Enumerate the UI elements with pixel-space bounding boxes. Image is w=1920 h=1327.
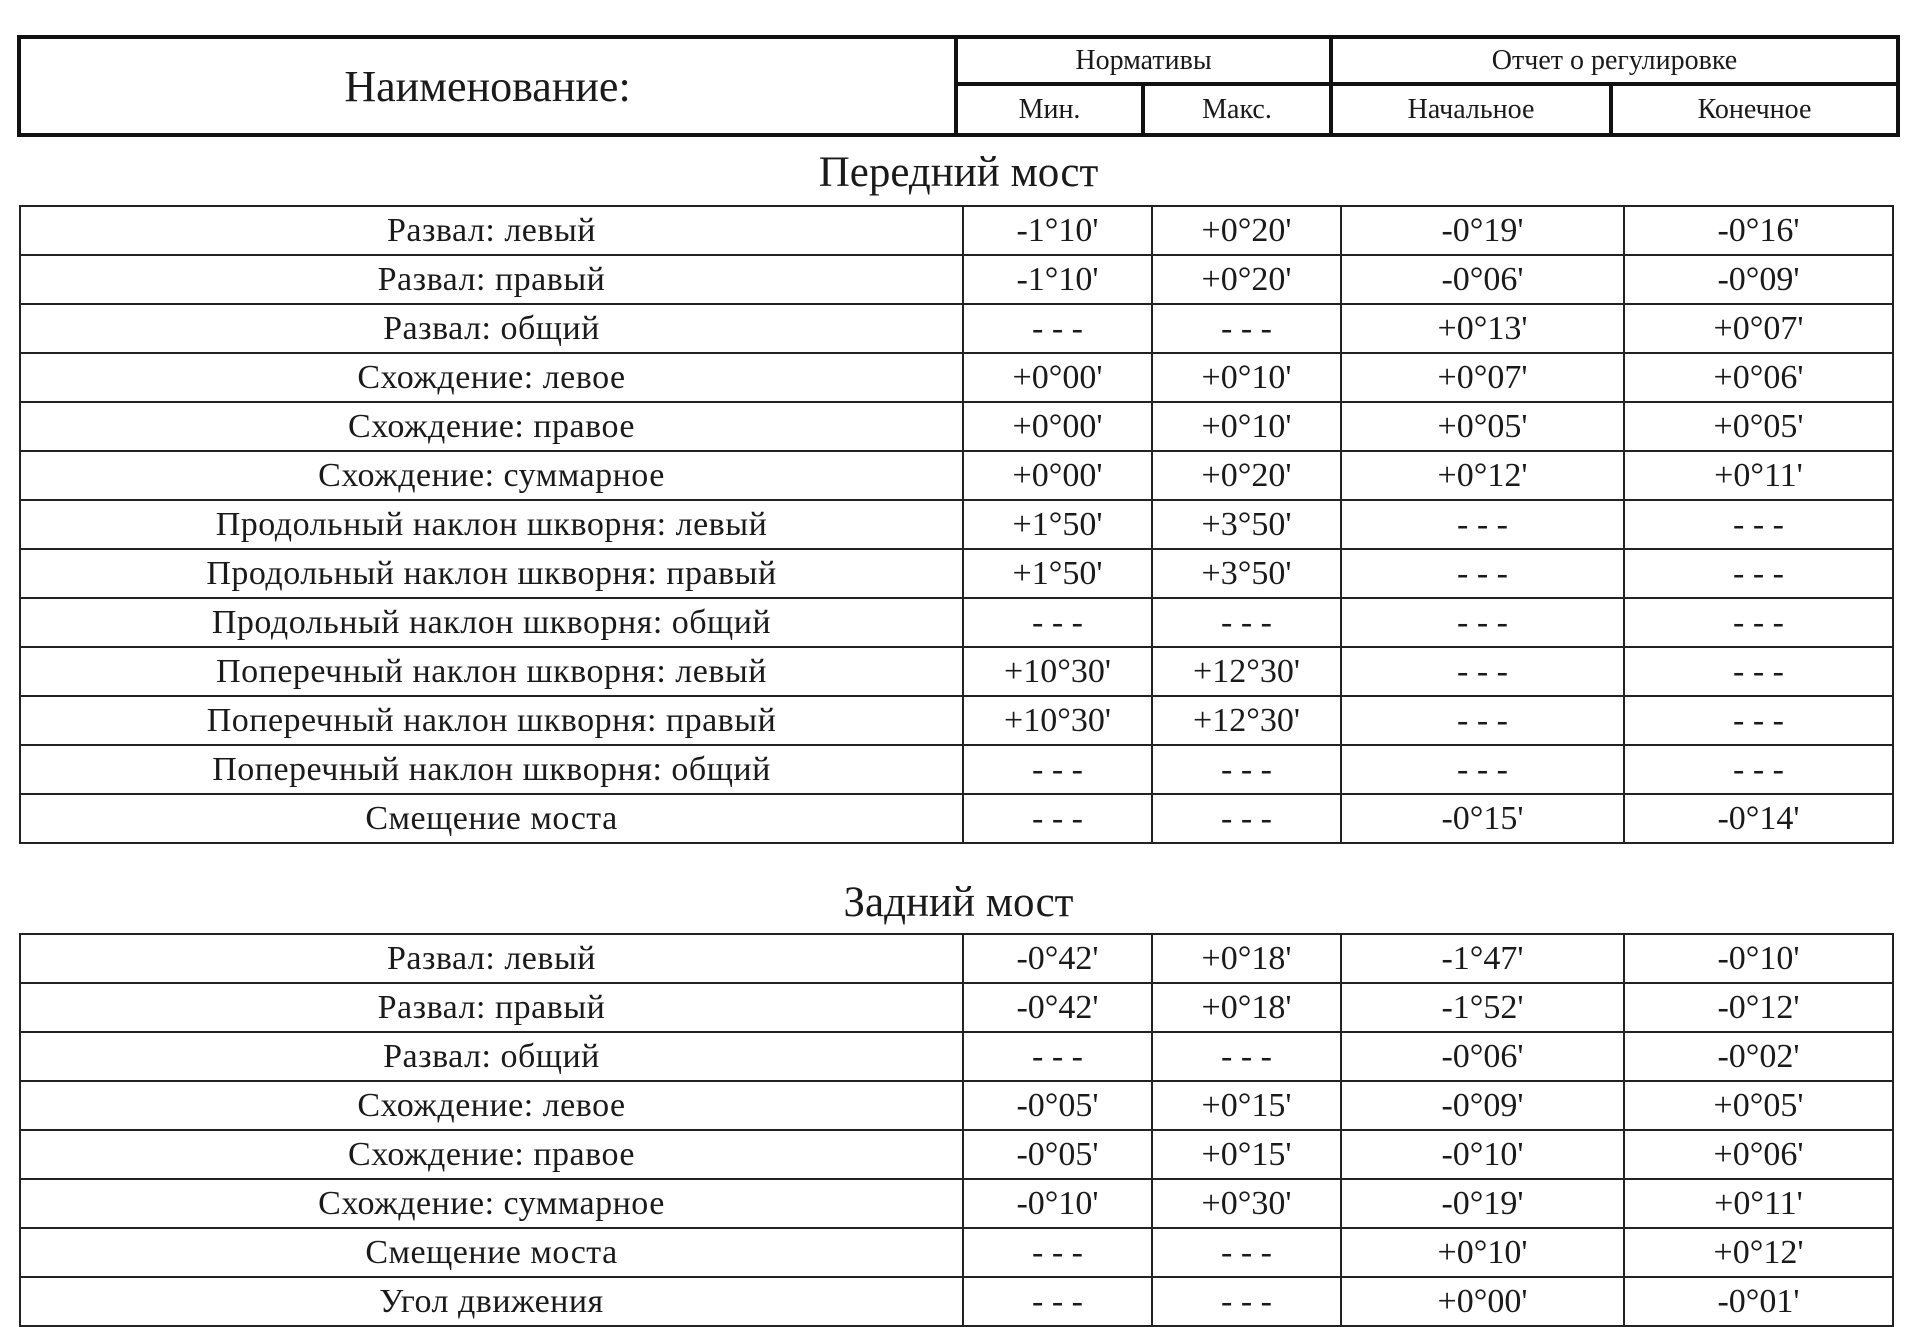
name-column-header: Наименование: [21, 39, 958, 133]
initial-value-cell: -1°52' [1341, 983, 1624, 1032]
initial-value-cell: -0°19' [1341, 1179, 1624, 1228]
norm-max-cell: - - - [1152, 1032, 1341, 1081]
table-row [20, 206, 1893, 255]
final-value-cell: - - - [1624, 745, 1893, 794]
initial-value-cell: -0°09' [1341, 1081, 1624, 1130]
measurement-name-cell: Схождение: левое [20, 1081, 963, 1130]
initial-value-cell: +0°12' [1341, 451, 1624, 500]
initial-value-cell: +0°13' [1341, 304, 1624, 353]
final-value-cell: -0°09' [1624, 255, 1893, 304]
norm-max-cell: +0°18' [1152, 983, 1341, 1032]
initial-value-cell: -0°10' [1341, 1130, 1624, 1179]
measurement-name-cell: Смещение моста [20, 1228, 963, 1277]
norm-max-cell: - - - [1152, 304, 1341, 353]
norm-min-cell: - - - [963, 598, 1152, 647]
front-axle-title: Передний мост [818, 149, 1099, 196]
measurement-name-cell: Поперечный наклон шкворня: правый [20, 696, 963, 745]
table-row [20, 1277, 1893, 1326]
norm-min-cell: -0°05' [963, 1081, 1152, 1130]
initial-value-cell: +0°10' [1341, 1228, 1624, 1277]
norm-min-cell: - - - [963, 1032, 1152, 1081]
measurement-name-cell: Угол движения [20, 1277, 963, 1326]
norm-max-cell: - - - [1152, 794, 1341, 843]
table-row [20, 794, 1893, 843]
measurement-name-cell: Развал: левый [20, 934, 963, 983]
table-row [20, 549, 1893, 598]
norm-min-cell: - - - [963, 1277, 1152, 1326]
norm-min-cell: - - - [963, 745, 1152, 794]
norm-max-cell: +0°20' [1152, 206, 1341, 255]
table-row [20, 934, 1893, 983]
norm-max-cell: +3°50' [1152, 549, 1341, 598]
final-value-cell: - - - [1624, 696, 1893, 745]
end-column-header: Конечное [1697, 93, 1812, 125]
norm-min-cell: +0°00' [963, 402, 1152, 451]
measurement-name-cell: Развал: левый [20, 206, 963, 255]
final-value-cell: +0°07' [1624, 304, 1893, 353]
norm-min-cell: -0°10' [963, 1179, 1152, 1228]
table-row [20, 304, 1893, 353]
final-value-cell: -0°14' [1624, 794, 1893, 843]
final-value-cell: +0°12' [1624, 1228, 1893, 1277]
norm-min-cell: -0°42' [963, 934, 1152, 983]
final-value-cell: +0°11' [1624, 451, 1893, 500]
table-row [20, 1130, 1893, 1179]
norm-max-cell: +3°50' [1152, 500, 1341, 549]
initial-value-cell: - - - [1341, 647, 1624, 696]
final-value-cell: - - - [1624, 647, 1893, 696]
start-column-header: Начальное [1333, 86, 1613, 133]
norm-min-cell: +0°00' [963, 353, 1152, 402]
measurement-name-cell: Схождение: правое [20, 402, 963, 451]
norm-min-cell: - - - [963, 304, 1152, 353]
table-row [20, 255, 1893, 304]
table-row [20, 500, 1893, 549]
final-value-cell: +0°06' [1624, 353, 1893, 402]
measurement-name-cell: Схождение: левое [20, 353, 963, 402]
norm-min-cell: - - - [963, 1228, 1152, 1277]
table-row [20, 1032, 1893, 1081]
norm-min-cell: - - - [963, 794, 1152, 843]
final-value-cell: - - - [1624, 500, 1893, 549]
final-value-cell: -0°16' [1624, 206, 1893, 255]
norm-max-cell: - - - [1152, 745, 1341, 794]
initial-value-cell: -0°19' [1341, 206, 1624, 255]
norm-max-cell: +0°20' [1152, 451, 1341, 500]
initial-value-cell: - - - [1341, 745, 1624, 794]
measurement-name-cell: Развал: правый [20, 255, 963, 304]
measurement-name-cell: Развал: правый [20, 983, 963, 1032]
initial-value-cell: +0°07' [1341, 353, 1624, 402]
norm-min-cell: +10°30' [963, 696, 1152, 745]
measurement-name-cell: Развал: общий [20, 1032, 963, 1081]
final-value-cell: -0°12' [1624, 983, 1893, 1032]
norm-min-cell: -1°10' [963, 206, 1152, 255]
norm-min-cell: +0°00' [963, 451, 1152, 500]
table-row [20, 983, 1893, 1032]
table-row [20, 745, 1893, 794]
front-axle-table [19, 205, 1894, 844]
norm-max-cell: +0°18' [1152, 934, 1341, 983]
initial-value-cell: - - - [1341, 696, 1624, 745]
norm-min-cell: -0°05' [963, 1130, 1152, 1179]
measurement-name-cell: Продольный наклон шкворня: левый [20, 500, 963, 549]
initial-value-cell: -0°06' [1341, 255, 1624, 304]
final-value-cell: -0°10' [1624, 934, 1893, 983]
norm-max-cell: +0°15' [1152, 1130, 1341, 1179]
initial-value-cell: -0°15' [1341, 794, 1624, 843]
initial-value-cell: - - - [1341, 598, 1624, 647]
norm-min-cell: -0°42' [963, 983, 1152, 1032]
norm-max-cell: - - - [1152, 1277, 1341, 1326]
initial-value-cell: - - - [1341, 500, 1624, 549]
report-group-header: Отчет о регулировке [1333, 39, 1896, 86]
table-row [20, 696, 1893, 745]
table-row [20, 647, 1893, 696]
initial-value-cell: -0°06' [1341, 1032, 1624, 1081]
table-row [20, 1179, 1893, 1228]
norm-min-cell: +1°50' [963, 500, 1152, 549]
measurement-name-cell: Схождение: правое [20, 1130, 963, 1179]
norm-max-cell: +0°20' [1152, 255, 1341, 304]
norm-max-cell: +12°30' [1152, 647, 1341, 696]
norm-max-cell: +0°15' [1152, 1081, 1341, 1130]
table-row [20, 451, 1893, 500]
measurement-name-cell: Продольный наклон шкворня: правый [20, 549, 963, 598]
measurement-name-cell: Развал: общий [20, 304, 963, 353]
min-column-header: Мин. [958, 86, 1145, 133]
initial-value-cell: - - - [1341, 549, 1624, 598]
final-value-cell: -0°02' [1624, 1032, 1893, 1081]
norm-min-cell: +1°50' [963, 549, 1152, 598]
rear-axle-table [19, 933, 1894, 1327]
measurement-name-cell: Поперечный наклон шкворня: левый [20, 647, 963, 696]
initial-value-cell: +0°05' [1341, 402, 1624, 451]
table-row [20, 353, 1893, 402]
norm-max-cell: +12°30' [1152, 696, 1341, 745]
norm-max-cell: - - - [1152, 1228, 1341, 1277]
final-value-cell: +0°05' [1624, 1081, 1893, 1130]
measurement-name-cell: Схождение: суммарное [20, 451, 963, 500]
initial-value-cell: -1°47' [1341, 934, 1624, 983]
norm-min-cell: +10°30' [963, 647, 1152, 696]
final-value-cell: +0°11' [1624, 1179, 1893, 1228]
norm-min-cell: -1°10' [963, 255, 1152, 304]
table-row [20, 598, 1893, 647]
norms-group-header: Нормативы [958, 39, 1333, 86]
table-row [20, 1081, 1893, 1130]
norm-max-cell: - - - [1152, 598, 1341, 647]
measurement-name-cell: Схождение: суммарное [20, 1179, 963, 1228]
norm-max-cell: +0°10' [1152, 402, 1341, 451]
final-value-cell: +0°06' [1624, 1130, 1893, 1179]
final-value-cell: -0°01' [1624, 1277, 1893, 1326]
max-column-header: Макс. [1145, 86, 1333, 133]
initial-value-cell: +0°00' [1341, 1277, 1624, 1326]
final-value-cell: +0°05' [1624, 402, 1893, 451]
table-row [20, 402, 1893, 451]
measurement-name-cell: Смещение моста [20, 794, 963, 843]
rear-axle-title: Задний мост [843, 879, 1074, 926]
norm-max-cell: +0°10' [1152, 353, 1341, 402]
report-header [17, 35, 1900, 137]
final-value-cell: - - - [1624, 549, 1893, 598]
measurement-name-cell: Поперечный наклон шкворня: общий [20, 745, 963, 794]
table-row [20, 1228, 1893, 1277]
measurement-name-cell: Продольный наклон шкворня: общий [20, 598, 963, 647]
final-value-cell: - - - [1624, 598, 1893, 647]
norm-max-cell: +0°30' [1152, 1179, 1341, 1228]
